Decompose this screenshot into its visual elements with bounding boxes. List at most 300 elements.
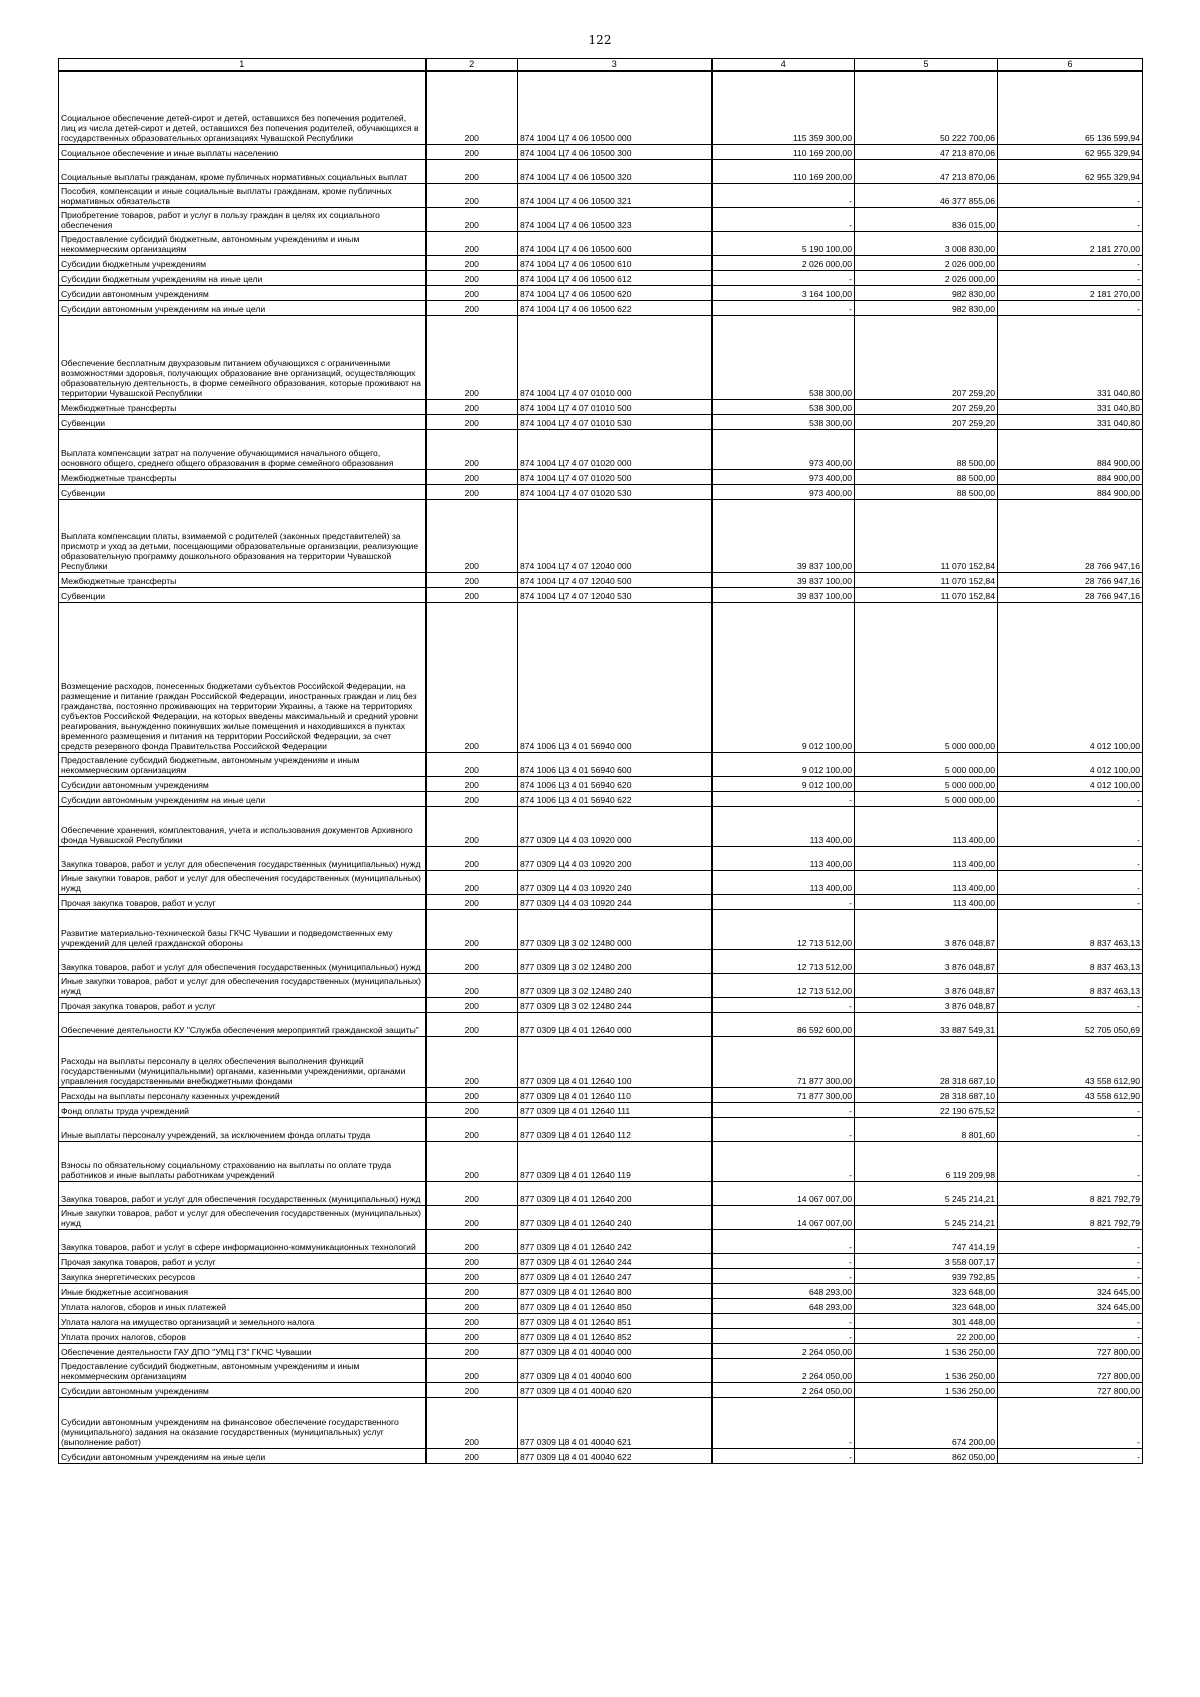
row-unexecuted: - bbox=[998, 846, 1143, 870]
row-executed: 836 015,00 bbox=[855, 207, 998, 231]
row-name: Развитие материально-технической базы ГКЧС Чувашии и подведомственных ему учреждений для целей гражданской обороны bbox=[59, 909, 426, 949]
row-name: Межбюджетные трансферты bbox=[59, 399, 426, 414]
row-budget-code: 877 0309 Ц8 3 02 12480 200 bbox=[518, 949, 712, 973]
row-budget-code: 877 0309 Ц4 4 03 10920 000 bbox=[518, 806, 712, 846]
row-name: Предоставление субсидий бюджетным, автономным учреждениям и иным некоммерческим организациям bbox=[59, 1358, 426, 1382]
table-row bbox=[59, 1087, 1143, 1102]
row-approved: 113 400,00 bbox=[712, 846, 855, 870]
row-unexecuted: - bbox=[998, 1328, 1143, 1343]
row-name: Субсидии автономным учреждениям на иные цели bbox=[59, 791, 426, 806]
row-executed: 47 213 870,06 bbox=[855, 159, 998, 183]
row-unexecuted: 28 766 947,16 bbox=[998, 587, 1143, 602]
row-executed: 2 026 000,00 bbox=[855, 255, 998, 270]
row-name: Выплата компенсации платы, взимаемой с родителей (законных представителей) за присмотр и уход за детьми, посещающими образовательные организации, реализующие образовательную программу дошкольного образования на территории Чувашской Республики bbox=[59, 499, 426, 572]
header-col-2: 2 bbox=[426, 59, 518, 72]
row-unexecuted: 28 766 947,16 bbox=[998, 572, 1143, 587]
row-unexecuted: 727 800,00 bbox=[998, 1358, 1143, 1382]
row-unexecuted: - bbox=[998, 1448, 1143, 1463]
header-col-4: 4 bbox=[712, 59, 855, 72]
table-row bbox=[59, 1229, 1143, 1253]
row-unexecuted: 884 900,00 bbox=[998, 429, 1143, 469]
row-line-code: 200 bbox=[426, 1397, 518, 1448]
row-unexecuted: - bbox=[998, 1141, 1143, 1181]
row-line-code: 200 bbox=[426, 806, 518, 846]
row-line-code: 200 bbox=[426, 791, 518, 806]
table-row bbox=[59, 776, 1143, 791]
row-budget-code: 877 0309 Ц8 3 02 12480 240 bbox=[518, 973, 712, 997]
row-budget-code: 874 1004 Ц7 4 06 10500 600 bbox=[518, 231, 712, 255]
row-budget-code: 877 0309 Ц8 4 01 40040 621 bbox=[518, 1397, 712, 1448]
row-executed: 3 876 048,87 bbox=[855, 909, 998, 949]
table-row bbox=[59, 1102, 1143, 1117]
row-line-code: 200 bbox=[426, 1283, 518, 1298]
row-name: Выплата компенсации затрат на получение обучающимися начального общего, основного общего, среднего общего образования в форме семейного образования bbox=[59, 429, 426, 469]
row-name: Иные закупки товаров, работ и услуг для обеспечения государственных (муниципальных) нужд bbox=[59, 973, 426, 997]
row-executed: 207 259,20 bbox=[855, 414, 998, 429]
row-executed: 88 500,00 bbox=[855, 484, 998, 499]
row-line-code: 200 bbox=[426, 1229, 518, 1253]
row-line-code: 200 bbox=[426, 572, 518, 587]
row-line-code: 200 bbox=[426, 1205, 518, 1229]
row-executed: 207 259,20 bbox=[855, 315, 998, 399]
row-executed: 11 070 152,84 bbox=[855, 499, 998, 572]
row-unexecuted: - bbox=[998, 1397, 1143, 1448]
row-budget-code: 877 0309 Ц4 4 03 10920 200 bbox=[518, 846, 712, 870]
row-approved: 538 300,00 bbox=[712, 315, 855, 399]
row-budget-code: 877 0309 Ц8 4 01 12640 851 bbox=[518, 1313, 712, 1328]
row-budget-code: 874 1004 Ц7 4 06 10500 610 bbox=[518, 255, 712, 270]
row-budget-code: 874 1004 Ц7 4 06 10500 612 bbox=[518, 270, 712, 285]
row-executed: 88 500,00 bbox=[855, 429, 998, 469]
row-name: Расходы на выплаты персоналу в целях обеспечения выполнения функций государственными (муниципальными) органами, казенными учреждениями, органами управления государственными внебюджетными фондами bbox=[59, 1036, 426, 1087]
row-unexecuted: 8 821 792,79 bbox=[998, 1181, 1143, 1205]
row-unexecuted: - bbox=[998, 270, 1143, 285]
table-row bbox=[59, 1298, 1143, 1313]
row-line-code: 200 bbox=[426, 909, 518, 949]
row-budget-code: 874 1006 Ц3 4 01 56940 000 bbox=[518, 602, 712, 752]
row-approved: - bbox=[712, 894, 855, 909]
row-executed: 5 000 000,00 bbox=[855, 791, 998, 806]
row-unexecuted: 727 800,00 bbox=[998, 1382, 1143, 1397]
row-approved: 39 837 100,00 bbox=[712, 572, 855, 587]
table-row bbox=[59, 1448, 1143, 1463]
row-budget-code: 874 1004 Ц7 4 06 10500 620 bbox=[518, 285, 712, 300]
row-line-code: 200 bbox=[426, 183, 518, 207]
row-executed: 113 400,00 bbox=[855, 894, 998, 909]
row-name: Иные бюджетные ассигнования bbox=[59, 1283, 426, 1298]
table-row bbox=[59, 602, 1143, 752]
header-col-3: 3 bbox=[518, 59, 712, 72]
row-approved: - bbox=[712, 1102, 855, 1117]
row-unexecuted: - bbox=[998, 300, 1143, 315]
row-budget-code: 877 0309 Ц8 4 01 12640 100 bbox=[518, 1036, 712, 1087]
header-col-5: 5 bbox=[855, 59, 998, 72]
row-executed: 1 536 250,00 bbox=[855, 1343, 998, 1358]
row-unexecuted: - bbox=[998, 894, 1143, 909]
row-name: Субсидии автономным учреждениям bbox=[59, 1382, 426, 1397]
row-line-code: 200 bbox=[426, 399, 518, 414]
row-budget-code: 874 1004 Ц7 4 07 12040 000 bbox=[518, 499, 712, 572]
row-unexecuted: 2 181 270,00 bbox=[998, 231, 1143, 255]
row-approved: - bbox=[712, 1448, 855, 1463]
row-line-code: 200 bbox=[426, 846, 518, 870]
row-approved: - bbox=[712, 183, 855, 207]
row-line-code: 200 bbox=[426, 1253, 518, 1268]
row-name: Закупка товаров, работ и услуг для обеспечения государственных (муниципальных) нужд bbox=[59, 1181, 426, 1205]
row-name: Закупка товаров, работ и услуг для обеспечения государственных (муниципальных) нужд bbox=[59, 846, 426, 870]
row-line-code: 200 bbox=[426, 285, 518, 300]
row-budget-code: 874 1004 Ц7 4 07 12040 530 bbox=[518, 587, 712, 602]
row-budget-code: 877 0309 Ц8 3 02 12480 000 bbox=[518, 909, 712, 949]
row-approved: 9 012 100,00 bbox=[712, 776, 855, 791]
row-line-code: 200 bbox=[426, 1268, 518, 1283]
table-row bbox=[59, 231, 1143, 255]
row-line-code: 200 bbox=[426, 1358, 518, 1382]
row-name: Пособия, компенсации и иные социальные выплаты гражданам, кроме публичных нормативных обязательств bbox=[59, 183, 426, 207]
table-row bbox=[59, 1036, 1143, 1087]
row-executed: 1 536 250,00 bbox=[855, 1382, 998, 1397]
row-name: Приобретение товаров, работ и услуг в пользу граждан в целях их социального обеспечения bbox=[59, 207, 426, 231]
row-budget-code: 877 0309 Ц4 4 03 10920 240 bbox=[518, 870, 712, 894]
row-budget-code: 874 1004 Ц7 4 07 01020 000 bbox=[518, 429, 712, 469]
row-approved: - bbox=[712, 997, 855, 1012]
row-unexecuted: - bbox=[998, 255, 1143, 270]
row-approved: - bbox=[712, 1313, 855, 1328]
row-line-code: 200 bbox=[426, 315, 518, 399]
row-budget-code: 877 0309 Ц8 4 01 12640 852 bbox=[518, 1328, 712, 1343]
row-executed: 3 876 048,87 bbox=[855, 949, 998, 973]
row-approved: - bbox=[712, 300, 855, 315]
row-line-code: 200 bbox=[426, 1448, 518, 1463]
row-unexecuted: 331 040,80 bbox=[998, 399, 1143, 414]
row-executed: 5 245 214,21 bbox=[855, 1181, 998, 1205]
row-approved: 110 169 200,00 bbox=[712, 144, 855, 159]
row-executed: 207 259,20 bbox=[855, 399, 998, 414]
table-row bbox=[59, 1012, 1143, 1036]
row-name: Предоставление субсидий бюджетным, автономным учреждениям и иным некоммерческим организациям bbox=[59, 752, 426, 776]
row-executed: 5 000 000,00 bbox=[855, 752, 998, 776]
row-line-code: 200 bbox=[426, 1382, 518, 1397]
row-executed: 46 377 855,06 bbox=[855, 183, 998, 207]
row-budget-code: 877 0309 Ц8 4 01 40040 600 bbox=[518, 1358, 712, 1382]
row-name: Обеспечение бесплатным двухразовым питанием обучающихся с ограниченными возможностями здоровья, получающих образование вне организаций, осуществляющих образовательную деятельность, в форме семейного образования, которые проживают на территории Чувашской Республики bbox=[59, 315, 426, 399]
table-row bbox=[59, 1181, 1143, 1205]
row-executed: 2 026 000,00 bbox=[855, 270, 998, 285]
row-budget-code: 874 1004 Ц7 4 07 01010 500 bbox=[518, 399, 712, 414]
row-line-code: 200 bbox=[426, 71, 518, 144]
header-col-6: 6 bbox=[998, 59, 1143, 72]
row-name: Расходы на выплаты персоналу казенных учреждений bbox=[59, 1087, 426, 1102]
row-budget-code: 877 0309 Ц8 4 01 12640 800 bbox=[518, 1283, 712, 1298]
table-row bbox=[59, 183, 1143, 207]
table-row bbox=[59, 1253, 1143, 1268]
row-unexecuted: 8 837 463,13 bbox=[998, 973, 1143, 997]
row-approved: 14 067 007,00 bbox=[712, 1205, 855, 1229]
row-budget-code: 874 1004 Ц7 4 06 10500 000 bbox=[518, 71, 712, 144]
row-name: Субсидии автономным учреждениям на иные цели bbox=[59, 300, 426, 315]
row-approved: 973 400,00 bbox=[712, 469, 855, 484]
row-budget-code: 874 1004 Ц7 4 06 10500 323 bbox=[518, 207, 712, 231]
row-approved: 39 837 100,00 bbox=[712, 499, 855, 572]
row-line-code: 200 bbox=[426, 1313, 518, 1328]
page-number: 122 bbox=[588, 33, 612, 47]
table-row bbox=[59, 1141, 1143, 1181]
row-approved: 39 837 100,00 bbox=[712, 587, 855, 602]
row-name: Закупка товаров, работ и услуг в сфере информационно-коммуникационных технологий bbox=[59, 1229, 426, 1253]
row-unexecuted: 4 012 100,00 bbox=[998, 776, 1143, 791]
row-approved: - bbox=[712, 791, 855, 806]
row-line-code: 200 bbox=[426, 255, 518, 270]
row-name: Субсидии автономным учреждениям bbox=[59, 285, 426, 300]
row-approved: 110 169 200,00 bbox=[712, 159, 855, 183]
row-name: Прочая закупка товаров, работ и услуг bbox=[59, 997, 426, 1012]
row-unexecuted: 8 837 463,13 bbox=[998, 909, 1143, 949]
row-line-code: 200 bbox=[426, 870, 518, 894]
row-line-code: 200 bbox=[426, 587, 518, 602]
table-row bbox=[59, 909, 1143, 949]
row-unexecuted: - bbox=[998, 791, 1143, 806]
table-row bbox=[59, 894, 1143, 909]
row-line-code: 200 bbox=[426, 1102, 518, 1117]
row-approved: - bbox=[712, 270, 855, 285]
row-budget-code: 877 0309 Ц8 4 01 40040 622 bbox=[518, 1448, 712, 1463]
row-line-code: 200 bbox=[426, 894, 518, 909]
header-col-1: 1 bbox=[59, 59, 426, 72]
row-line-code: 200 bbox=[426, 1012, 518, 1036]
row-unexecuted: - bbox=[998, 183, 1143, 207]
table-row bbox=[59, 285, 1143, 300]
row-approved: - bbox=[712, 1268, 855, 1283]
row-unexecuted: 65 136 599,94 bbox=[998, 71, 1143, 144]
row-approved: 14 067 007,00 bbox=[712, 1181, 855, 1205]
row-unexecuted: - bbox=[998, 806, 1143, 846]
row-approved: 12 713 512,00 bbox=[712, 973, 855, 997]
row-budget-code: 874 1004 Ц7 4 07 01010 000 bbox=[518, 315, 712, 399]
row-name: Социальное обеспечение детей-сирот и детей, оставшихся без попечения родителей, лиц из числа детей-сирот и детей, оставшихся без попечения родителей, обучающихся в государственных образовательных организациях Чувашской Республики bbox=[59, 71, 426, 144]
row-approved: 538 300,00 bbox=[712, 414, 855, 429]
row-approved: 2 026 000,00 bbox=[712, 255, 855, 270]
row-executed: 982 830,00 bbox=[855, 285, 998, 300]
table-row bbox=[59, 1397, 1143, 1448]
row-unexecuted: - bbox=[998, 1102, 1143, 1117]
table-row bbox=[59, 469, 1143, 484]
row-approved: 2 264 050,00 bbox=[712, 1382, 855, 1397]
row-approved: - bbox=[712, 1253, 855, 1268]
row-budget-code: 874 1004 Ц7 4 06 10500 320 bbox=[518, 159, 712, 183]
row-executed: 6 119 209,98 bbox=[855, 1141, 998, 1181]
row-line-code: 200 bbox=[426, 776, 518, 791]
table-row bbox=[59, 144, 1143, 159]
row-approved: 2 264 050,00 bbox=[712, 1343, 855, 1358]
row-unexecuted: - bbox=[998, 1229, 1143, 1253]
row-budget-code: 877 0309 Ц8 4 01 12640 247 bbox=[518, 1268, 712, 1283]
table-row bbox=[59, 1268, 1143, 1283]
row-executed: 113 400,00 bbox=[855, 870, 998, 894]
row-executed: 1 536 250,00 bbox=[855, 1358, 998, 1382]
row-unexecuted: 324 645,00 bbox=[998, 1283, 1143, 1298]
row-budget-code: 877 0309 Ц8 4 01 12640 242 bbox=[518, 1229, 712, 1253]
row-budget-code: 877 0309 Ц8 4 01 12640 111 bbox=[518, 1102, 712, 1117]
row-name: Социальные выплаты гражданам, кроме публичных нормативных социальных выплат bbox=[59, 159, 426, 183]
row-approved: 5 190 100,00 bbox=[712, 231, 855, 255]
row-executed: 47 213 870,06 bbox=[855, 144, 998, 159]
row-executed: 113 400,00 bbox=[855, 806, 998, 846]
row-approved: 113 400,00 bbox=[712, 806, 855, 846]
row-executed: 22 190 675,52 bbox=[855, 1102, 998, 1117]
row-name: Иные выплаты персоналу учреждений, за исключением фонда оплаты труда bbox=[59, 1117, 426, 1141]
row-name: Закупка энергетических ресурсов bbox=[59, 1268, 426, 1283]
row-executed: 11 070 152,84 bbox=[855, 572, 998, 587]
row-budget-code: 877 0309 Ц8 4 01 12640 110 bbox=[518, 1087, 712, 1102]
row-budget-code: 877 0309 Ц8 4 01 12640 200 bbox=[518, 1181, 712, 1205]
row-unexecuted: 8 837 463,13 bbox=[998, 949, 1143, 973]
table-row bbox=[59, 806, 1143, 846]
row-budget-code: 877 0309 Ц8 4 01 12640 244 bbox=[518, 1253, 712, 1268]
row-approved: 71 877 300,00 bbox=[712, 1087, 855, 1102]
row-line-code: 200 bbox=[426, 1036, 518, 1087]
row-line-code: 200 bbox=[426, 752, 518, 776]
row-budget-code: 874 1004 Ц7 4 07 12040 500 bbox=[518, 572, 712, 587]
table-row bbox=[59, 159, 1143, 183]
table-row bbox=[59, 414, 1143, 429]
row-name: Предоставление субсидий бюджетным, автономным учреждениям и иным некоммерческим организациям bbox=[59, 231, 426, 255]
table-row bbox=[59, 1283, 1143, 1298]
row-approved: - bbox=[712, 1328, 855, 1343]
row-executed: 22 200,00 bbox=[855, 1328, 998, 1343]
row-budget-code: 874 1004 Ц7 4 07 01020 530 bbox=[518, 484, 712, 499]
row-unexecuted: 43 558 612,90 bbox=[998, 1087, 1143, 1102]
table-row bbox=[59, 1313, 1143, 1328]
row-approved: 12 713 512,00 bbox=[712, 949, 855, 973]
row-executed: 50 222 700,06 bbox=[855, 71, 998, 144]
row-unexecuted: 331 040,80 bbox=[998, 414, 1143, 429]
table-row bbox=[59, 1117, 1143, 1141]
row-line-code: 200 bbox=[426, 429, 518, 469]
row-approved: 12 713 512,00 bbox=[712, 909, 855, 949]
row-name: Прочая закупка товаров, работ и услуг bbox=[59, 1253, 426, 1268]
table-row bbox=[59, 973, 1143, 997]
row-line-code: 200 bbox=[426, 484, 518, 499]
row-executed: 323 648,00 bbox=[855, 1298, 998, 1313]
row-unexecuted: - bbox=[998, 1268, 1143, 1283]
row-unexecuted: 43 558 612,90 bbox=[998, 1036, 1143, 1087]
table-row bbox=[59, 71, 1143, 144]
row-budget-code: 874 1004 Ц7 4 06 10500 622 bbox=[518, 300, 712, 315]
row-approved: 648 293,00 bbox=[712, 1298, 855, 1313]
row-line-code: 200 bbox=[426, 300, 518, 315]
row-approved: 3 164 100,00 bbox=[712, 285, 855, 300]
row-approved: 9 012 100,00 bbox=[712, 752, 855, 776]
row-unexecuted: 727 800,00 bbox=[998, 1343, 1143, 1358]
row-unexecuted: 28 766 947,16 bbox=[998, 499, 1143, 572]
row-budget-code: 874 1004 Ц7 4 06 10500 300 bbox=[518, 144, 712, 159]
row-name: Межбюджетные трансферты bbox=[59, 572, 426, 587]
row-line-code: 200 bbox=[426, 602, 518, 752]
table-row bbox=[59, 572, 1143, 587]
row-approved: 9 012 100,00 bbox=[712, 602, 855, 752]
table-row bbox=[59, 1205, 1143, 1229]
row-executed: 301 448,00 bbox=[855, 1313, 998, 1328]
row-approved: - bbox=[712, 1229, 855, 1253]
table-row bbox=[59, 1358, 1143, 1382]
row-budget-code: 877 0309 Ц8 4 01 40040 620 bbox=[518, 1382, 712, 1397]
row-name: Уплата налога на имущество организаций и земельного налога bbox=[59, 1313, 426, 1328]
row-approved: - bbox=[712, 1397, 855, 1448]
row-budget-code: 877 0309 Ц8 4 01 40040 000 bbox=[518, 1343, 712, 1358]
row-budget-code: 874 1004 Ц7 4 06 10500 321 bbox=[518, 183, 712, 207]
row-unexecuted: 324 645,00 bbox=[998, 1298, 1143, 1313]
table-row bbox=[59, 484, 1143, 499]
table-row bbox=[59, 1382, 1143, 1397]
row-executed: 3 558 007,17 bbox=[855, 1253, 998, 1268]
row-line-code: 200 bbox=[426, 1181, 518, 1205]
row-budget-code: 877 0309 Ц8 4 01 12640 119 bbox=[518, 1141, 712, 1181]
row-budget-code: 877 0309 Ц8 4 01 12640 850 bbox=[518, 1298, 712, 1313]
row-executed: 3 876 048,87 bbox=[855, 997, 998, 1012]
row-executed: 5 000 000,00 bbox=[855, 602, 998, 752]
row-executed: 939 792,85 bbox=[855, 1268, 998, 1283]
table-row bbox=[59, 587, 1143, 602]
row-line-code: 200 bbox=[426, 949, 518, 973]
table-row bbox=[59, 997, 1143, 1012]
row-unexecuted: 4 012 100,00 bbox=[998, 752, 1143, 776]
row-budget-code: 874 1004 Ц7 4 07 01020 500 bbox=[518, 469, 712, 484]
row-unexecuted: 8 821 792,79 bbox=[998, 1205, 1143, 1229]
row-approved: - bbox=[712, 207, 855, 231]
table-row bbox=[59, 791, 1143, 806]
row-approved: 538 300,00 bbox=[712, 399, 855, 414]
row-line-code: 200 bbox=[426, 207, 518, 231]
row-name: Иные закупки товаров, работ и услуг для обеспечения государственных (муниципальных) нужд bbox=[59, 1205, 426, 1229]
row-executed: 747 414,19 bbox=[855, 1229, 998, 1253]
row-unexecuted: 4 012 100,00 bbox=[998, 602, 1143, 752]
table-row bbox=[59, 315, 1143, 399]
row-unexecuted: - bbox=[998, 207, 1143, 231]
row-unexecuted: 62 955 329,94 bbox=[998, 159, 1143, 183]
row-budget-code: 874 1006 Ц3 4 01 56940 622 bbox=[518, 791, 712, 806]
row-line-code: 200 bbox=[426, 1117, 518, 1141]
row-unexecuted: - bbox=[998, 870, 1143, 894]
row-budget-code: 877 0309 Ц8 4 01 12640 112 bbox=[518, 1117, 712, 1141]
row-line-code: 200 bbox=[426, 469, 518, 484]
table-row bbox=[59, 949, 1143, 973]
row-budget-code: 877 0309 Ц4 4 03 10920 244 bbox=[518, 894, 712, 909]
row-name: Взносы по обязательному социальному страхованию на выплаты по оплате труда работников и иные выплаты работникам учреждений bbox=[59, 1141, 426, 1181]
table-row bbox=[59, 846, 1143, 870]
row-line-code: 200 bbox=[426, 270, 518, 285]
row-budget-code: 877 0309 Ц8 4 01 12640 240 bbox=[518, 1205, 712, 1229]
row-approved: 113 400,00 bbox=[712, 870, 855, 894]
row-line-code: 200 bbox=[426, 1141, 518, 1181]
row-executed: 323 648,00 bbox=[855, 1283, 998, 1298]
row-line-code: 200 bbox=[426, 499, 518, 572]
row-approved: - bbox=[712, 1117, 855, 1141]
row-approved: 71 877 300,00 bbox=[712, 1036, 855, 1087]
row-budget-code: 874 1004 Ц7 4 07 01010 530 bbox=[518, 414, 712, 429]
row-approved: 2 264 050,00 bbox=[712, 1358, 855, 1382]
row-line-code: 200 bbox=[426, 159, 518, 183]
row-unexecuted: - bbox=[998, 1313, 1143, 1328]
row-executed: 674 200,00 bbox=[855, 1397, 998, 1448]
table-row bbox=[59, 300, 1143, 315]
row-approved: 648 293,00 bbox=[712, 1283, 855, 1298]
row-executed: 11 070 152,84 bbox=[855, 587, 998, 602]
row-unexecuted: 331 040,80 bbox=[998, 315, 1143, 399]
row-line-code: 200 bbox=[426, 1328, 518, 1343]
row-name: Обеспечение хранения, комплектования, учета и использования документов Архивного фонда Чувашской Республики bbox=[59, 806, 426, 846]
row-budget-code: 874 1006 Ц3 4 01 56940 600 bbox=[518, 752, 712, 776]
row-executed: 3 876 048,87 bbox=[855, 973, 998, 997]
